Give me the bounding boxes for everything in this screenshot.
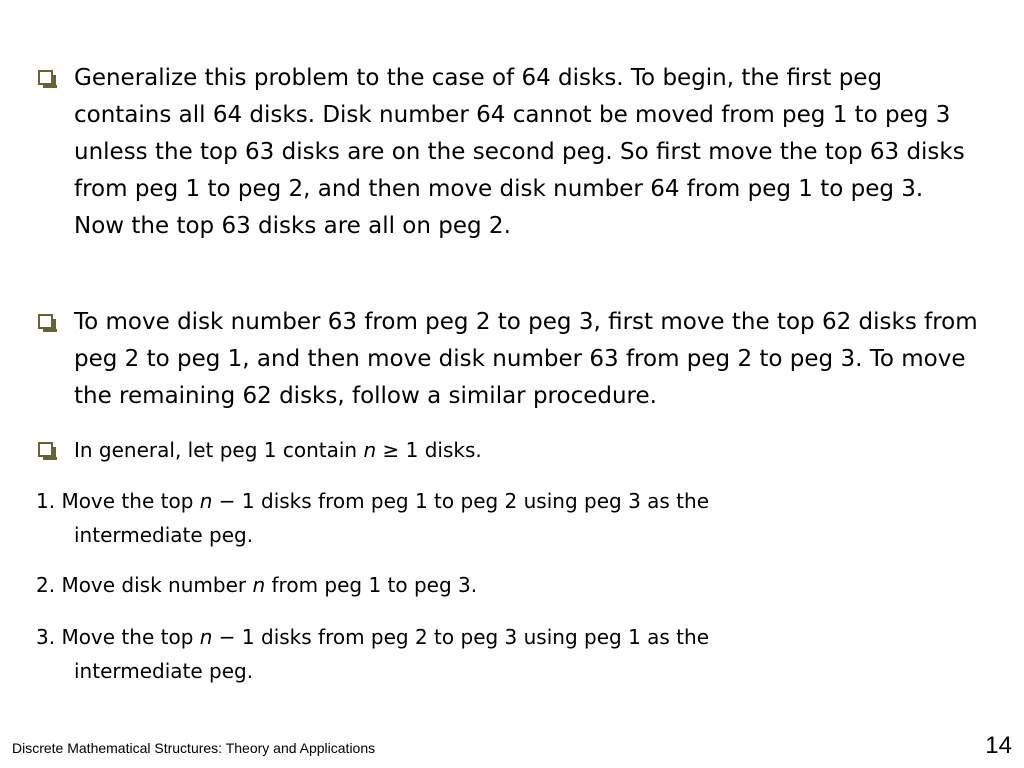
checkbox-bullet-icon [38, 70, 53, 85]
variable-n: n [363, 438, 377, 462]
footer-title: Discrete Mathematical Structures: Theory and Applications [12, 740, 376, 756]
bullet-text: Generalize this problem to the case of 64 disks. To begin, the first peg contains all 64 disks. Disk number 64 cannot be moved from peg 1 to peg 3 unless the top 63 disks are on the second peg. So first move the top 63 disks from peg 1 to peg 2, and then move disk number 64 from peg 1 to peg 3. Now the top 63 disks are all on peg 2. [74, 65, 965, 239]
variable-n: n [199, 625, 213, 649]
variable-n: n [252, 573, 266, 597]
step-continuation: intermediate peg. [74, 523, 254, 547]
step-continuation: intermediate peg. [74, 659, 254, 683]
bullet-generalize [38, 60, 978, 245]
variable-n: n [199, 489, 213, 513]
bullet-move-disk-63 [38, 304, 978, 415]
step-2: 2. Move disk number n from peg 1 to peg 3. [36, 573, 478, 597]
checkbox-bullet-icon [38, 314, 53, 329]
bullet-in-general [38, 435, 978, 465]
bullet-text: In general, let peg 1 contain n ≥ 1 disks. [74, 438, 482, 462]
step-3: 3. Move the top n − 1 disks from peg 2 to peg 3 using peg 1 as the intermediate peg. [36, 620, 916, 688]
page-number: 14 [985, 732, 1012, 759]
bullet-text: To move disk number 63 from peg 2 to peg 3, first move the top 62 disks from peg 2 to peg 1, and then move disk number 63 from peg 2 to peg 3. To move the remaining 62 disks, follow a similar procedure. [74, 309, 978, 409]
step-1: 1. Move the top n − 1 disks from peg 1 to peg 2 using peg 3 as the intermediate peg. [36, 484, 916, 552]
checkbox-bullet-icon [38, 442, 53, 457]
